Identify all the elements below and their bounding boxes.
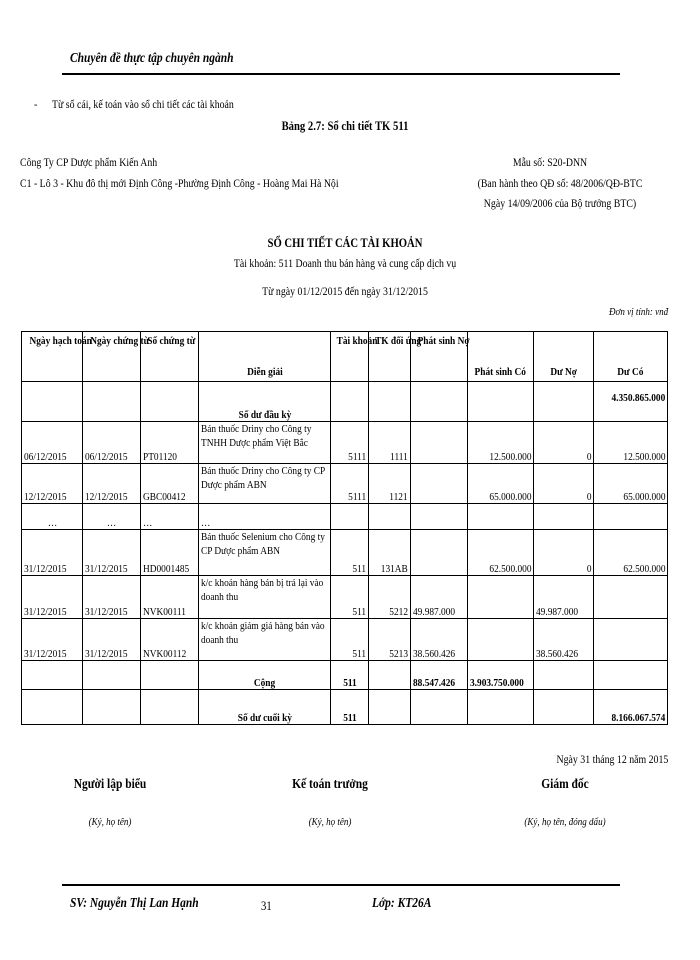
col-header: Phát sinh Nợ [411, 332, 468, 382]
footer-student: SV: Nguyễn Thị Lan Hạnh [70, 896, 199, 911]
closing-balance-row [22, 690, 668, 725]
opening-label: Số dư đầu kỳ [199, 382, 331, 422]
ledger-title: SỔ CHI TIẾT CÁC TÀI KHOẢN [267, 235, 423, 250]
total-row [22, 661, 668, 690]
director-title: Giám đốc [541, 777, 589, 792]
chief-accountant-title: Kế toán trưởng [292, 777, 368, 792]
ledger-table [21, 331, 668, 725]
table-row: 31/12/2015 31/12/2015 NVK00111 k/c khoản hàng bán bị trả lại vào doanh thu 511 5212 49.987.000 49.987.000 [22, 576, 668, 619]
preparer-title: Người lập biểu [73, 777, 147, 792]
total-label: Cộng [199, 661, 331, 690]
col-header: Diễn giải [199, 332, 331, 382]
chief-accountant-note: (Ký, họ tên) [308, 816, 352, 828]
page-header-title: Chuyên đề thực tập chuyên ngành [70, 51, 234, 66]
form-issued-date: Ngày 14/09/2006 của Bộ trưởng BTC) [483, 196, 637, 210]
ledger-account: Tài khoản: 511 Doanh thu bán hàng và cung cấp dịch vụ [233, 256, 457, 270]
table-header-row [22, 332, 668, 382]
intro-text: Từ sổ cái, kế toán vào sổ chi tiết các tài khoản [52, 97, 234, 111]
total-ps-no: 88.547.426 [411, 661, 468, 690]
director-note: (Ký, họ tên, đóng dấu) [524, 816, 606, 828]
total-tk: 511 [331, 661, 369, 690]
closing-label: Số dư cuối kỳ [199, 690, 331, 725]
footer-rule [62, 884, 620, 886]
company-address: C1 - Lô 3 - Khu đô thị mới Định Công -Phường Định Công - Hoàng Mai Hà Nội [20, 176, 339, 190]
col-header: TK đối ứng [369, 332, 411, 382]
table-row: … … … … [22, 504, 668, 530]
header-rule [62, 73, 620, 75]
table-caption: Bảng 2.7: Sổ chi tiết TK 511 [281, 118, 409, 133]
closing-du-co: 8.166.067.574 [594, 690, 668, 725]
company-name: Công Ty CP Dược phẩm Kiến Anh [20, 155, 158, 169]
opening-du-co: 4.350.865.000 [594, 382, 668, 422]
footer-page-number: 31 [261, 898, 272, 913]
closing-tk: 511 [331, 690, 369, 725]
preparer-note: (Ký, họ tên) [88, 816, 132, 828]
col-header: Số chứng từ [141, 332, 199, 382]
col-header: Dư Có [594, 332, 668, 382]
col-header: Ngày chứng từ [83, 332, 141, 382]
table-row: 06/12/2015 06/12/2015 PT01120 Bán thuốc Driny cho Công ty TNHH Dược phẩm Việt Bắc 5111 1111 12.500.000 0 12.500.000 [22, 422, 668, 464]
intro-bullet: - [34, 97, 38, 111]
ledger-period: Từ ngày 01/12/2015 đến ngày 31/12/2015 [262, 284, 428, 298]
table-row: 12/12/2015 12/12/2015 GBC00412 Bán thuốc Driny cho Công ty CP Dược phẩm ABN 5111 1121 65.000.000 0 65.000.000 [22, 464, 668, 504]
table-row: 31/12/2015 31/12/2015 NVK00112 k/c khoản giảm giá hàng bán vào doanh thu 511 5213 38.560.426 38.560.426 [22, 619, 668, 661]
col-header: Dư Nợ [534, 332, 594, 382]
total-ps-co: 3.903.750.000 [468, 661, 534, 690]
footer-class: Lớp: KT26A [372, 896, 432, 911]
signature-date: Ngày 31 tháng 12 năm 2015 [556, 752, 668, 766]
form-code: Mẫu số: S20-DNN [512, 155, 588, 169]
ledger-unit: Đơn vị tính: vnđ [608, 306, 668, 318]
col-header: Phát sinh Có [468, 332, 534, 382]
col-header: Ngày hạch toán [22, 332, 83, 382]
table-row: 31/12/2015 31/12/2015 HD0001485 Bán thuốc Selenium cho Công ty CP Dược phẩm ABN 511 131AB 62.500.000 0 62.500.000 [22, 530, 668, 576]
opening-balance-row [22, 382, 668, 422]
col-header: Tài khoản [331, 332, 369, 382]
form-issued-by: (Ban hành theo QĐ số: 48/2006/QĐ-BTC [477, 176, 643, 190]
